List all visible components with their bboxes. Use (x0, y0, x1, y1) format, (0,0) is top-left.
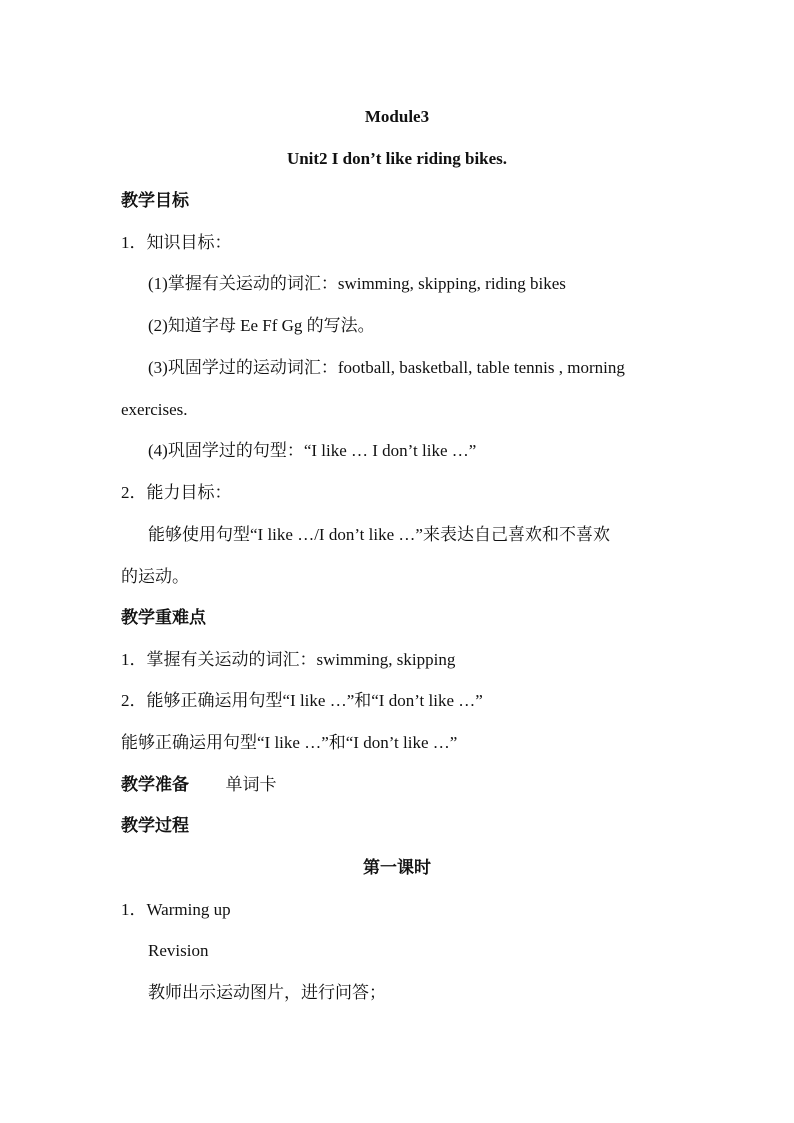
knowledge-item-4: (4)巩固学过的句型：“I like … I don’t like …” (148, 441, 477, 460)
prep-row (121, 774, 277, 796)
key-point-2: 2．能够正确运用句型“I like …”和“I don’t like …” (121, 691, 483, 710)
lesson-heading: 第一课时 (363, 858, 431, 877)
key-point-3: 能够正确运用句型“I like …”和“I don’t like …” (121, 733, 458, 752)
process-heading: 教学过程 (121, 816, 189, 835)
knowledge-heading: 1．知识目标： (121, 233, 232, 252)
prep-heading: 教学准备 (121, 775, 189, 794)
knowledge-item-3-continued: exercises. (121, 400, 188, 419)
key-point-1: 1．掌握有关运动的词汇：swimming, skipping (121, 650, 456, 669)
module-title: Module3 (364, 107, 430, 126)
goals-heading: 教学目标 (121, 191, 189, 210)
knowledge-item-3: (3)巩固学过的运动词汇：football, basketball, table tennis , morning (148, 358, 625, 377)
step-revision: Revision (148, 941, 209, 960)
knowledge-item-2: (2)知道字母 Ee Ff Gg 的写法。 (148, 316, 375, 335)
key-points-heading: 教学重难点 (121, 608, 206, 627)
unit-title: Unit2 I don’t like riding bikes. (286, 149, 508, 168)
step-1: 1．Warming up (121, 900, 231, 919)
ability-heading: 2．能力目标： (121, 483, 232, 502)
prep-value: 单词卡 (225, 775, 277, 794)
step-detail: 教师出示运动图片，进行问答； (148, 983, 386, 1002)
ability-line-2: 的运动。 (121, 567, 189, 586)
ability-line-1: 能够使用句型“I like …/I don’t like …”来表达自己喜欢和不喜欢 (148, 525, 610, 544)
knowledge-item-1: (1)掌握有关运动的词汇：swimming, skipping, riding bikes (148, 274, 566, 293)
